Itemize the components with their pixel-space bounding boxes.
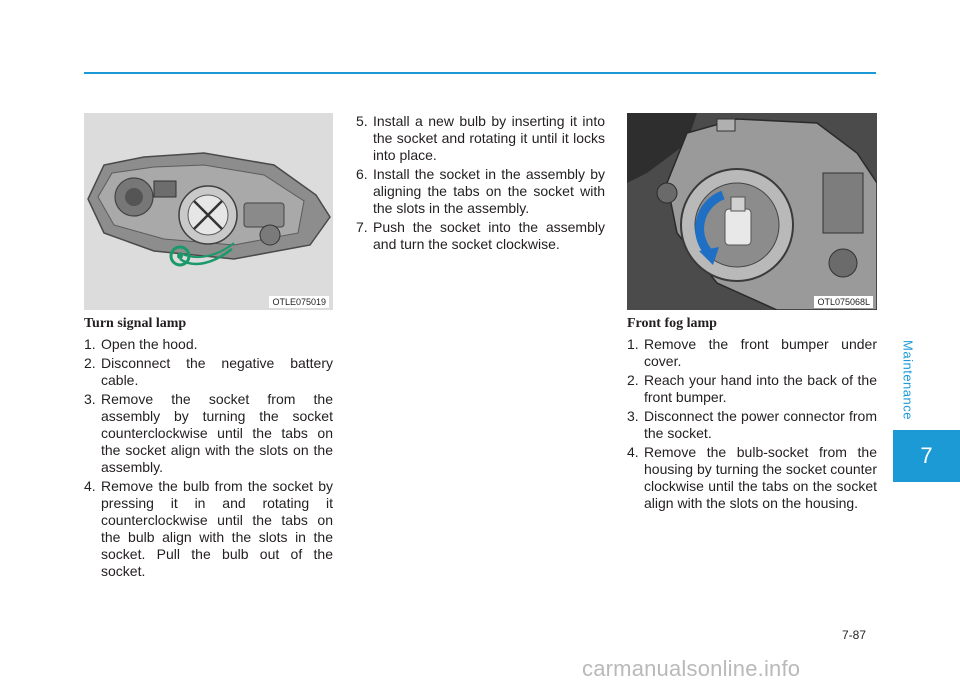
section-heading: Front fog lamp	[627, 316, 717, 331]
section-heading: Turn signal lamp	[84, 316, 187, 331]
figure-caption: OTL075068L	[814, 296, 873, 308]
list-item: 5. Install a new bulb by inserting it into the socket and rotating it until it locks into place.	[356, 113, 605, 163]
turn-signal-steps-list	[84, 336, 333, 582]
fog-lamp-steps-list	[627, 336, 877, 514]
list-item: 1. Remove the front bumper under cover.	[627, 336, 877, 369]
turn-signal-steps-continued	[356, 113, 605, 255]
list-item: 4. Remove the bulb-socket from the housing by turning the socket counter clockwise until the tabs on the socket align with the slots on the housing.	[627, 444, 877, 511]
list-item: 7. Push the socket into the assembly and turn the socket clockwise.	[356, 219, 605, 252]
list-item: 6. Install the socket in the assembly by aligning the tabs on the socket with the slots in the assembly.	[356, 166, 605, 216]
section-label-text: Maintenance	[900, 340, 916, 420]
watermark[interactable]: carmanualsonline.info	[582, 656, 801, 681]
fog-lamp-figure	[627, 113, 877, 310]
page-number: 7-87	[842, 628, 867, 642]
list-item: 3. Remove the socket from the assembly by turning the socket counterclockwise until the tabs on the socket align with the slots on the assembly.	[84, 391, 333, 475]
headlamp-figure	[84, 113, 333, 310]
list-item: 4. Remove the bulb from the socket by pressing it in and rotating it counterclockwise until the tabs on the bulb align with the slots in the socket. Pull the bulb out of the socket.	[84, 478, 333, 579]
list-item: 2. Disconnect the negative battery cable.	[84, 355, 333, 388]
list-item: 2. Reach your hand into the back of the front bumper.	[627, 372, 877, 405]
chapter-tab: 7	[893, 430, 960, 482]
list-item: 3. Disconnect the power connector from the socket.	[627, 408, 877, 441]
top-rule	[84, 72, 876, 74]
section-label	[893, 330, 923, 430]
figure-caption: OTLE075019	[269, 296, 329, 308]
list-item: 1. Open the hood.	[84, 336, 198, 352]
